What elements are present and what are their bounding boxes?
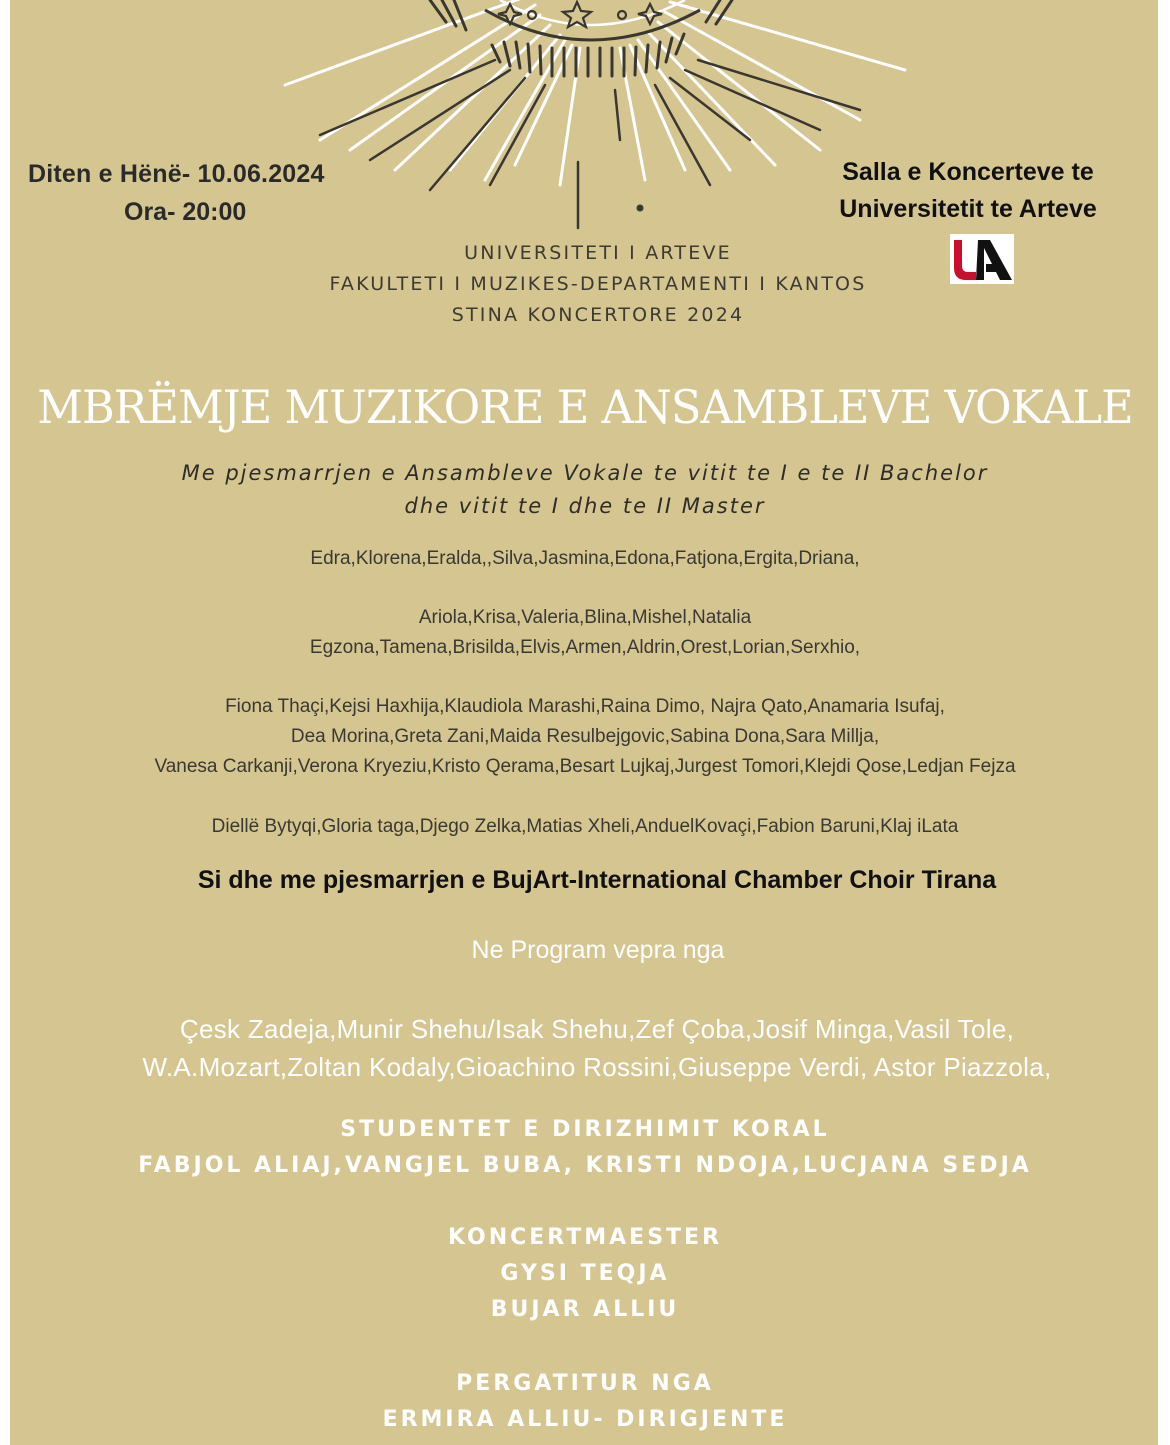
prepared-by-name: ERMIRA ALLIU- DIRIGJENTE <box>382 1407 788 1432</box>
accompanist-name: GYSI TEQJA <box>500 1261 670 1286</box>
participant-line: Egzona,Tamena,Brisilda,Elvis,Armen,Aldrin,Orest,Lorian,Serxhio, <box>309 637 861 658</box>
institution-line: FAKULTETI I MUZIKES-DEPARTAMENTI I KANTOS <box>329 273 867 295</box>
accompanist-name: BUJAR ALLIU <box>490 1297 680 1322</box>
accompanists-heading: KONCERTMAESTER <box>447 1225 723 1250</box>
accompanists-section <box>60 1220 1110 1328</box>
program-heading: Ne Program vepra nga <box>471 936 725 964</box>
composers-line: W.A.Mozart,Zoltan Kodaly,Gioachino Rossini,Giuseppe Verdi, Astor Piazzola, <box>142 1052 1052 1082</box>
participant-line: Ariola,Krisa,Valeria,Blina,Mishel,Natalia <box>418 607 752 628</box>
conductors-heading: STUDENTET E DIRIZHIMIT KORAL <box>340 1117 830 1142</box>
event-time: Ora- 20:00 <box>124 198 247 226</box>
event-title: MBRËMJE MUZIKORE E ANSAMBLEVE VOKALE <box>37 380 1133 434</box>
institution-block <box>240 238 956 331</box>
left-border <box>0 0 10 1445</box>
prepared-by-heading: PERGATITUR NGA <box>456 1371 714 1396</box>
participant-line: Dea Morina,Greta Zani,Maida Resulbejgovic,Sabina Dona,Sara Millja, <box>290 726 880 747</box>
right-border <box>1158 0 1170 1445</box>
ua-logo-icon <box>950 234 1014 284</box>
conductors-section <box>60 1112 1110 1184</box>
conductors-names: FABJOL ALIAJ,VANGJEL BUBA, KRISTI NDOJA,LUCJANA SEDJA <box>138 1153 1032 1178</box>
participant-line: Vanesa Carkanji,Verona Kryeziu,Kristo Qerama,Besart Lujkaj,Jurgest Tomori,Klejdi Qose,Ledjan Fejza <box>154 756 1016 777</box>
institution-line: UNIVERSITETI I ARTEVE <box>464 242 732 264</box>
subtitle-line: dhe vitit te I dhe te II Master <box>404 494 766 518</box>
venue <box>808 154 1128 228</box>
institution-line: STINA KONCERTORE 2024 <box>451 304 745 326</box>
prepared-by-section <box>60 1366 1110 1438</box>
venue-line: Salla e Koncerteve te <box>842 158 1094 186</box>
event-date: Diten e Hënë- 10.06.2024 <box>28 160 325 188</box>
composers-line: Çesk Zadeja,Munir Shehu/Isak Shehu,Zef Çoba,Josif Minga,Vasil Tole, <box>179 1014 1015 1044</box>
guest-choir: Si dhe me pjesmarrjen e BujArt-International Chamber Choir Tirana <box>197 866 997 894</box>
university-logo <box>950 234 1014 284</box>
composers-list <box>60 1010 1134 1086</box>
subtitle-line: Me pjesmarrjen e Ansambleve Vokale te vitit te I e te II Bachelor <box>181 461 989 485</box>
subtitle <box>100 457 1070 523</box>
participant-line: Diellë Bytyqi,Gloria taga,Djego Zelka,Matias Xheli,AnduelKovaçi,Fabion Baruni,Klaj iLata <box>211 816 959 837</box>
participant-line: Fiona Thaçi,Kejsi Haxhija,Klaudiola Marashi,Raina Dimo, Najra Qato,Anamaria Isufaj, <box>225 696 945 717</box>
participant-line: Edra,Klorena,Eralda,,Silva,Jasmina,Edona,Fatjona,Ergita,Driana, <box>310 548 860 569</box>
venue-line: Universitetit te Arteve <box>839 195 1097 223</box>
